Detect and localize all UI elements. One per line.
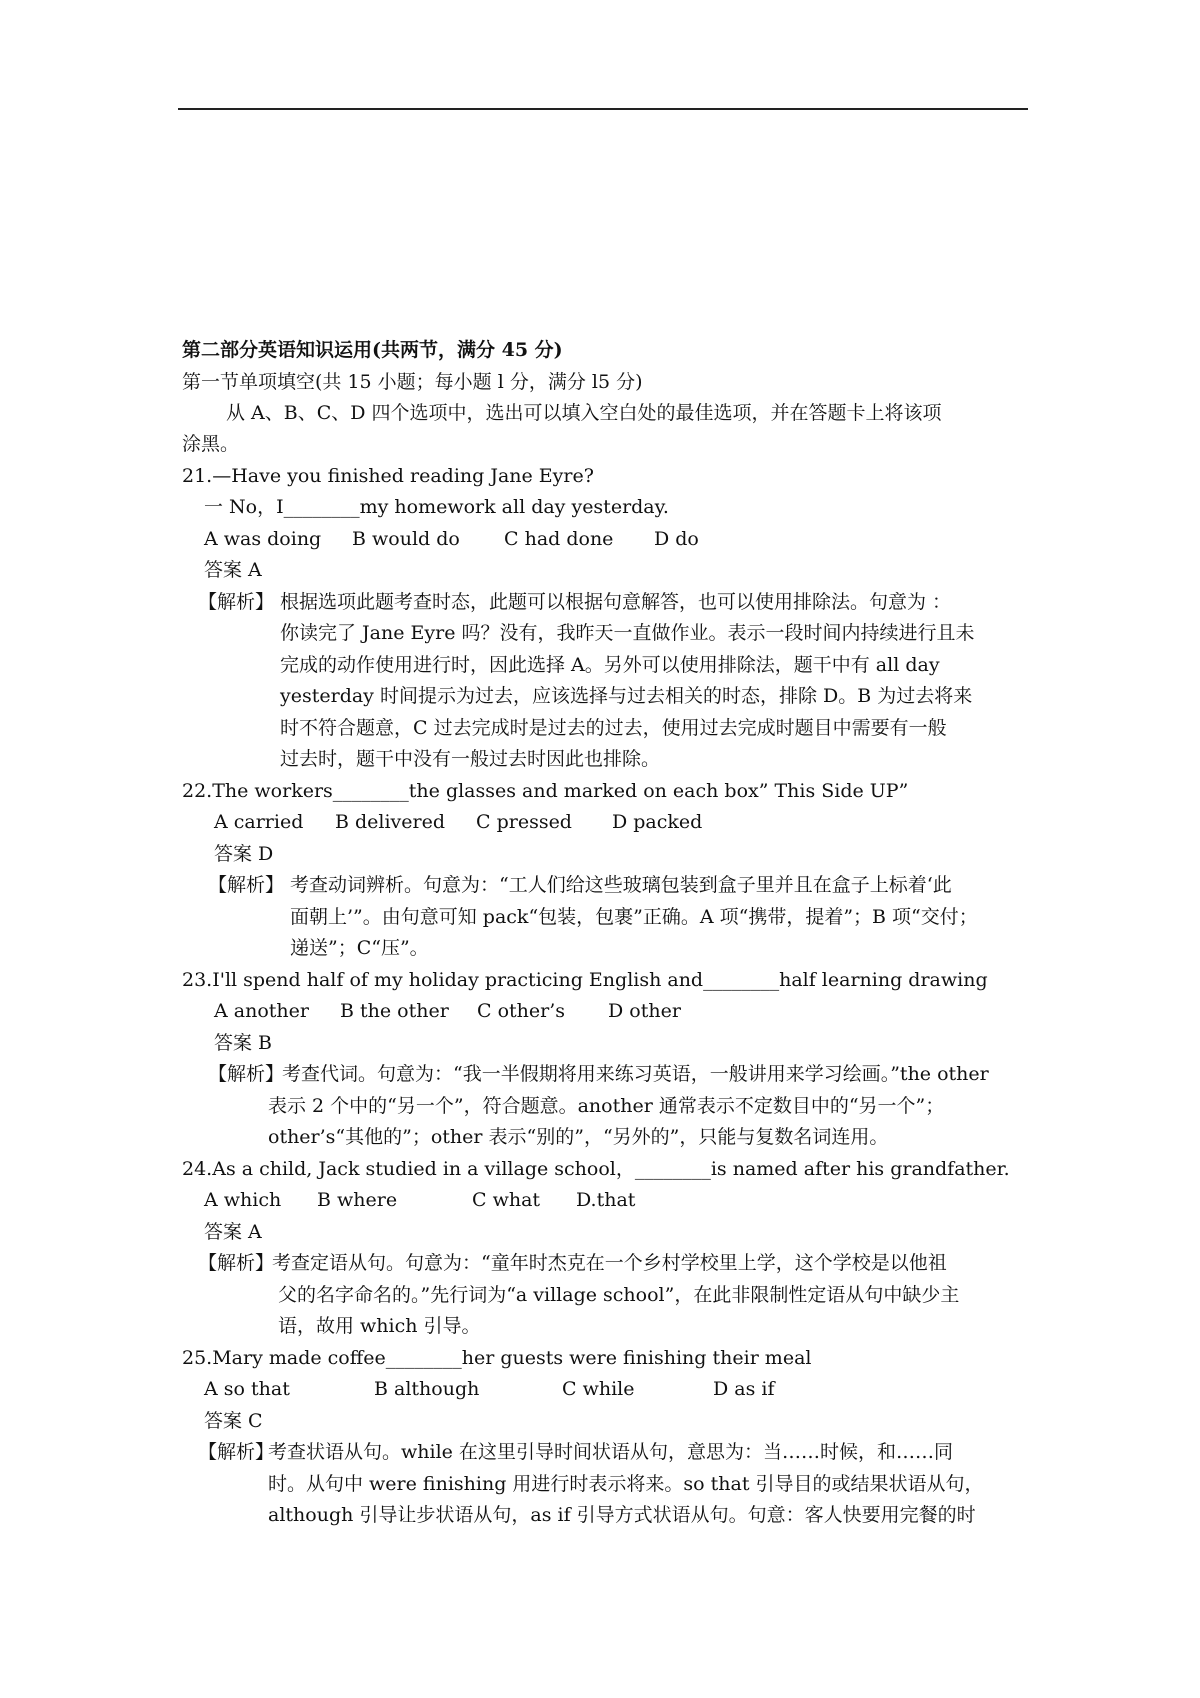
analysis-line: 过去时，题干中没有一般过去时因此也排除。: [280, 748, 661, 770]
analysis-line: 时不符合题意，C 过去完成时是过去的过去，使用过去完成时题目中需要有一般: [280, 717, 947, 739]
option: A another: [214, 1000, 309, 1022]
option: B the other: [340, 1000, 449, 1022]
option: C other’s: [477, 1000, 566, 1022]
option: D do: [654, 528, 699, 550]
analysis-line: 根据选项此题考查时态，此题可以根据句意解答，也可以使用排除法。句意为 ：: [280, 591, 952, 613]
analysis-line: yesterday 时间提示为过去，应该选择与过去相关的时态，排除 D。B 为过去将来: [280, 685, 973, 707]
question-stem: 22.The workers________the glasses and marked on each box” This Side UP”: [182, 780, 909, 802]
analysis-tag: 【解析】: [208, 874, 285, 896]
options-row: [214, 999, 681, 1023]
question-stem: 25.Mary made coffee________her guests were finishing their meal: [182, 1347, 812, 1369]
option: C while: [562, 1378, 635, 1400]
analysis-line: 考查状语从句。while 在这里引导时间状语从句，意思为：当……时候，和……同: [268, 1441, 953, 1463]
answer-label: 答案 D: [214, 843, 274, 865]
option: B where: [317, 1189, 398, 1211]
option: C had done: [504, 528, 614, 550]
option: B delivered: [335, 811, 446, 833]
options-row: [204, 1377, 775, 1401]
analysis-line: 面朝上’”。由句意可知 pack“包装，包裹”正确。A 项“携带，提着”；B 项“交付；: [290, 906, 978, 928]
option: A so that: [204, 1378, 290, 1400]
instruction-line: 涂黑。: [182, 433, 240, 455]
option: A was doing: [204, 528, 322, 550]
option: D packed: [612, 811, 703, 833]
answer-label: 答案 B: [214, 1032, 273, 1054]
analysis-line: 递送”；C“压”。: [290, 937, 429, 959]
question-stem: 一 No，I________my homework all day yesterday.: [204, 496, 669, 518]
question-stem: 23.I'll spend half of my holiday practicing English and________half learning drawing: [182, 969, 988, 991]
option: D other: [608, 1000, 681, 1022]
analysis-line: 你读完了 Jane Eyre 吗？没有，我昨天一直做作业。表示一段时间内持续进行且未: [280, 622, 975, 644]
analysis-tag: 【解析】: [198, 591, 275, 613]
option: C what: [472, 1189, 541, 1211]
analysis-tag: 【解析】: [198, 1441, 275, 1463]
option: A which: [204, 1189, 282, 1211]
question-stem: 24.As a child, Jack studied in a village school，________is named after his grandfather.: [182, 1158, 1010, 1180]
answer-label: 答案 C: [204, 1410, 263, 1432]
options-row: [204, 527, 699, 551]
analysis-line: 时。从句中 were finishing 用进行时表示将来。so that 引导目的或结果状语从句，: [268, 1473, 984, 1495]
options-row: [204, 1188, 635, 1212]
analysis-line: 表示 2 个中的“另一个”，符合题意。another 通常表示不定数目中的“另一个”；: [268, 1095, 945, 1117]
section-subheading: 第一节单项填空(共 15 小题；每小题 l 分，满分 l5 分): [182, 371, 643, 393]
analysis-tag: 【解析】: [208, 1063, 285, 1085]
option: D as if: [713, 1378, 775, 1400]
option: A carried: [214, 811, 304, 833]
option: B although: [374, 1378, 480, 1400]
analysis-line: 语，故用 which 引导。: [278, 1315, 481, 1337]
option: C pressed: [476, 811, 572, 833]
section-heading: 第二部分英语知识运用(共两节，满分 45 分): [182, 339, 563, 361]
analysis-line: although 引导让步状语从句，as if 引导方式状语从句。句意：客人快要用完餐的时: [268, 1504, 976, 1526]
option: D.that: [576, 1189, 636, 1211]
analysis-line: 完成的动作使用进行时，因此选择 A。另外可以使用排除法，题干中有 all day: [280, 654, 940, 676]
analysis-line: other’s“其他的”；other 表示“别的”，“另外的”，只能与复数名词连用。: [268, 1126, 889, 1148]
header-rule: [178, 108, 1028, 110]
answer-label: 答案 A: [204, 559, 262, 581]
instruction-line: 从 A、B、C、D 四个选项中，选出可以填入空白处的最佳选项，并在答题卡上将该项: [226, 402, 942, 424]
analysis-tag: 【解析】: [198, 1252, 275, 1274]
analysis-line: 父的名字命名的。”先行词为“a village school”，在此非限制性定语从句中缺少主: [278, 1284, 960, 1306]
question-stem: 21.—Have you finished reading Jane Eyre?: [182, 465, 594, 487]
options-row: [214, 810, 702, 834]
option: B would do: [352, 528, 460, 550]
analysis-line: 考查代词。句意为：“我一半假期将用来练习英语，一般讲用来学习绘画。”the other: [282, 1063, 989, 1085]
analysis-line: 考查动词辨析。句意为：“工人们给这些玻璃包装到盒子里并且在盒子上标着‘此: [290, 874, 952, 896]
answer-label: 答案 A: [204, 1221, 262, 1243]
analysis-line: 考查定语从句。句意为：“童年时杰克在一个乡村学校里上学，这个学校是以他祖: [272, 1252, 947, 1274]
